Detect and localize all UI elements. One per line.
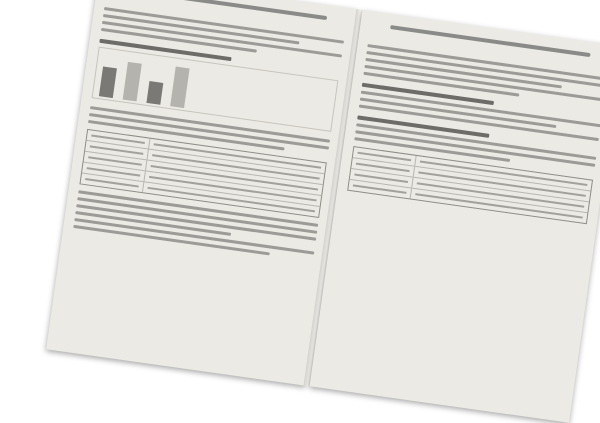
right-page-number: [310, 380, 569, 416]
left-page-number: [47, 343, 306, 379]
open-workbook: [46, 0, 600, 423]
right-page: [310, 10, 600, 423]
